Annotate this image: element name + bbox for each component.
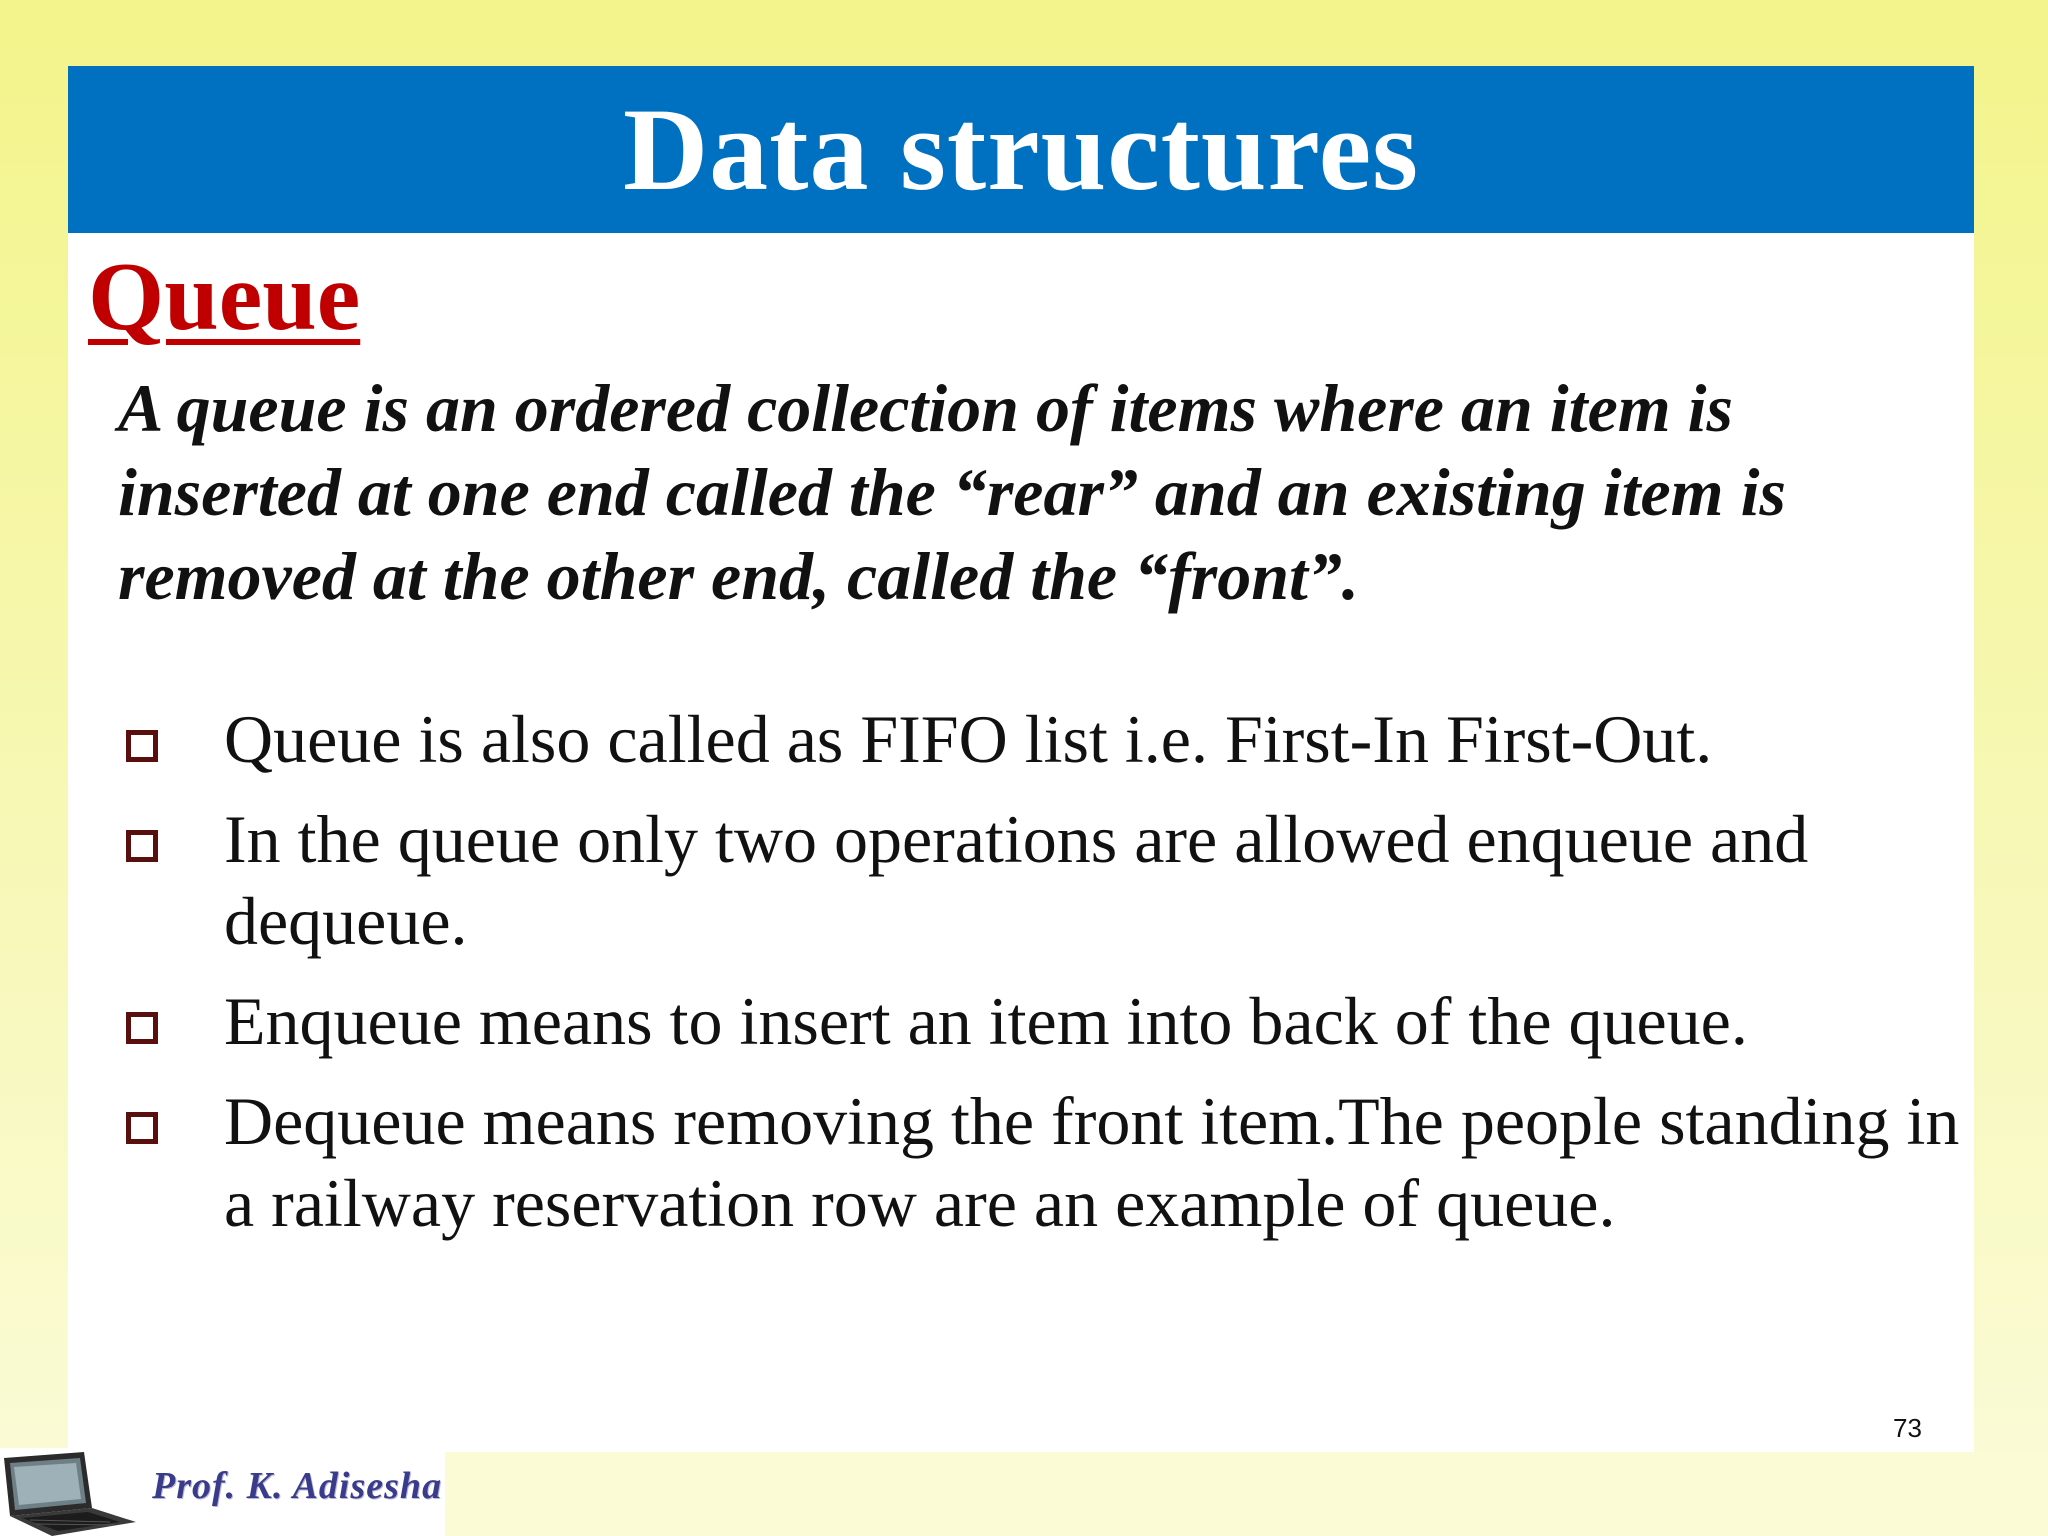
bullet-item xyxy=(118,1080,1968,1244)
footer-logo xyxy=(0,1448,445,1536)
section-heading: Queue xyxy=(88,243,361,351)
bullet-text: In the queue only two operations are allowed enqueue and dequeue. xyxy=(224,801,1809,959)
bullet-text: Enqueue means to insert an item into back of the queue. xyxy=(224,983,1748,1059)
definition-text: A queue is an ordered collection of items where an item is inserted at one end called the “rear” and an existing item is removed at the other end, called the “front”. xyxy=(118,370,1786,614)
bullet-item xyxy=(118,798,1968,962)
page-number: 73 xyxy=(1893,1413,1922,1443)
square-bullet-icon xyxy=(126,830,158,862)
laptop-icon xyxy=(0,1452,140,1536)
bullet-text: Dequeue means removing the front item.The people standing in a railway reservation row are an example of queue. xyxy=(224,1083,1960,1241)
slide-panel xyxy=(68,66,1974,1452)
square-bullet-icon xyxy=(126,1112,158,1144)
bullet-item xyxy=(118,980,1968,1062)
author-signature: Prof. K. Adisesha xyxy=(152,1465,443,1507)
slide-title: Data structures xyxy=(622,83,1420,215)
square-bullet-icon xyxy=(126,1012,158,1044)
bullet-text: Queue is also called as FIFO list i.e. First-In First-Out. xyxy=(224,701,1713,777)
bullet-list xyxy=(118,698,1968,1262)
title-bar xyxy=(68,66,1974,233)
square-bullet-icon xyxy=(126,730,158,762)
bullet-item xyxy=(118,698,1968,780)
